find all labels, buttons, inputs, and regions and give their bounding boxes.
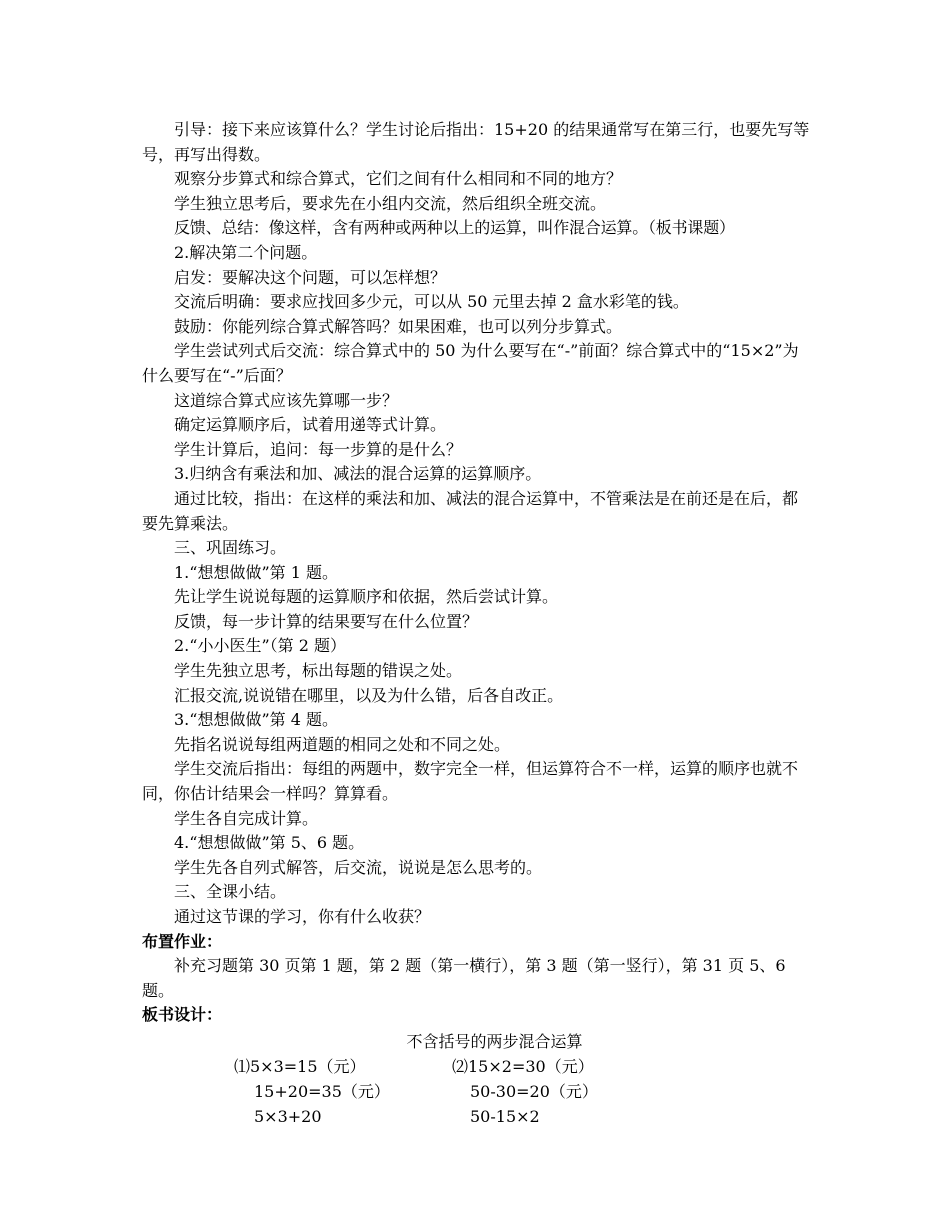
board-heading: 板书设计： — [142, 1005, 223, 1025]
paragraph: 鼓励：你能列综合算式解答吗？如果困难，也可以列分步算式。 — [174, 316, 623, 336]
paragraph: 学生先独立思考，标出每题的错误之处。 — [174, 661, 463, 681]
board-equations — [142, 1055, 812, 1130]
board-left-line-1: ⑴5×3=15（元） — [234, 1056, 366, 1076]
board-right-line-2: 50-30=20（元） — [470, 1081, 598, 1101]
paragraph: 通过这节课的学习，你有什么收获？ — [174, 907, 431, 926]
section-heading: 三、巩固练习。 — [174, 538, 287, 558]
paragraph: 启发：要解决这个问题，可以怎样想？ — [174, 267, 447, 287]
paragraph: 3.归纳含有乘法和加、减法的混合运算的运算顺序。 — [174, 464, 542, 484]
paragraph: 反馈，每一步计算的结果要写在什么位置？ — [174, 611, 479, 631]
paragraph: 1.“想想做做”第 1 题。 — [174, 562, 338, 582]
paragraph: 4.“想想做做”第 5、6 题。 — [174, 833, 365, 853]
board-title: 不含括号的两步混合运算 — [406, 1031, 583, 1051]
paragraph: 学生独立思考后，要求先在小组内交流，然后组织全班交流。 — [174, 193, 607, 213]
board-left-line-2: 15+20=35（元） — [254, 1081, 390, 1101]
board-left-line-3: 5×3+20 — [254, 1106, 322, 1126]
section-heading: 三、全课小结。 — [174, 882, 287, 902]
paragraph: 引导：接下来应该算什么？学生讨论后指出：15+20 的结果通常写在第三行，也要先写等号，再写出得数。 — [142, 120, 810, 164]
paragraph: 汇报交流,说说错在哪里，以及为什么错，后各自改正。 — [174, 685, 564, 705]
board-right-line-1: ⑵15×2=30（元） — [452, 1056, 594, 1076]
board-right-line-3: 50-15×2 — [470, 1106, 540, 1126]
paragraph: 先让学生说说每题的运算顺序和依据，然后尝试计算。 — [174, 587, 559, 607]
paragraph: 学生交流后指出：每组的两题中，数字完全一样，但运算符合不一样，运算的顺序也就不同，你估计结果会一样吗？算算看。 — [142, 759, 799, 804]
paragraph: 通过比较，指出：在这样的乘法和加、减法的混合运算中，不管乘法是在前还是在后，都要先算乘法。 — [142, 488, 799, 533]
paragraph: 观察分步算式和综合算式，它们之间有什么相同和不同的地方？ — [174, 169, 623, 189]
paragraph: 交流后明确：要求应找回多少元，可以从 50 元里去掉 2 盒水彩笔的钱。 — [174, 292, 689, 312]
paragraph: 这道综合算式应该先算哪一步？ — [174, 390, 399, 410]
paragraph: 学生计算后，追问：每一步算的是什么？ — [174, 439, 463, 459]
paragraph: 反馈、总结：像这样，含有两种或两种以上的运算，叫作混合运算。（板书课题） — [174, 218, 735, 238]
paragraph: 先指名说说每组两道题的相同之处和不同之处。 — [174, 734, 511, 754]
paragraph: 2.解决第二个问题。 — [174, 242, 318, 262]
homework-heading: 布置作业： — [142, 931, 223, 951]
paragraph: 学生先各自列式解答，后交流，说说是怎么思考的。 — [174, 857, 543, 877]
paragraph: 3.“想想做做”第 4 题。 — [174, 710, 338, 730]
document-body — [142, 118, 812, 1130]
homework-text: 补充习题第 30 页第 1 题，第 2 题（第一横行），第 3 题（第一竖行），第 31 页 5、6 题。 — [142, 956, 786, 1000]
paragraph: 学生尝试列式后交流：综合算式中的 50 为什么要写在“-”前面？综合算式中的“15×2”为什么要写在“-”后面？ — [142, 341, 799, 385]
paragraph: 学生各自完成计算。 — [174, 808, 319, 828]
paragraph: 2.“小小医生”（第 2 题） — [174, 636, 346, 656]
paragraph: 确定运算顺序后，试着用递等式计算。 — [174, 415, 447, 435]
